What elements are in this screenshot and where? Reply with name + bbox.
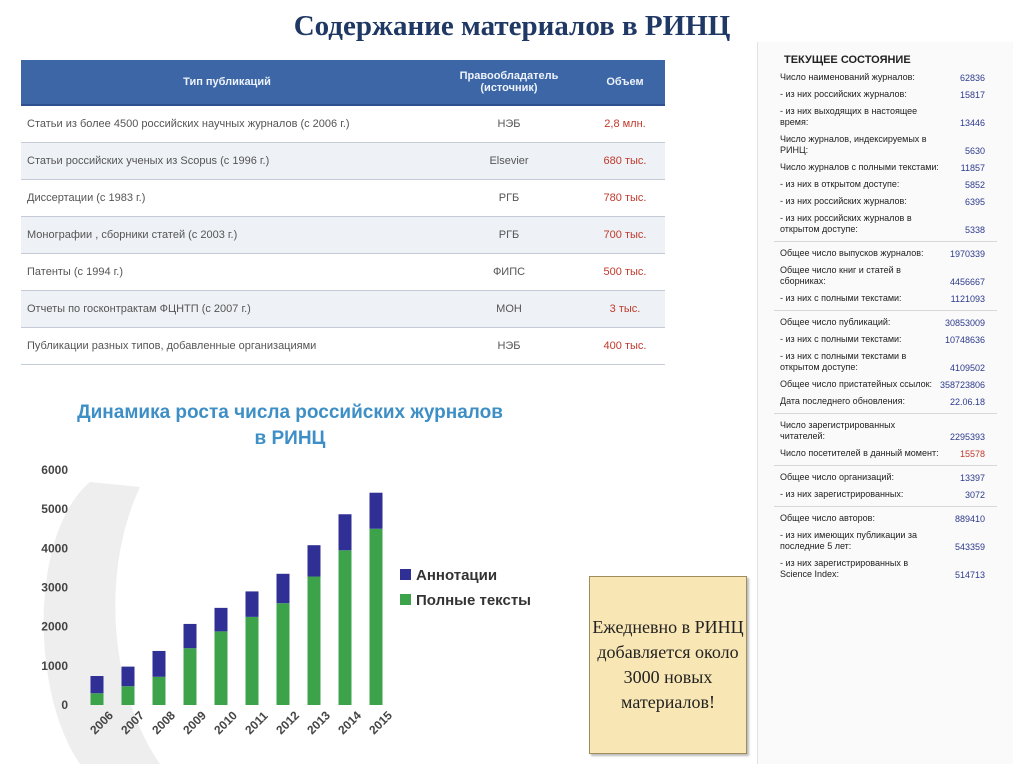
stat-row (758, 265, 1013, 287)
stat-value: 13446 (959, 118, 985, 128)
stat-value: 4456667 (949, 277, 985, 287)
row-volume: 700 тыс. (585, 217, 665, 254)
stat-value: 6395 (964, 197, 985, 207)
publications-table (21, 60, 665, 365)
stat-label: - из них зарегистрированных: (780, 489, 904, 499)
stat-row (758, 351, 1013, 373)
stat-row (758, 558, 1013, 580)
bar-annotations-2014 (339, 514, 352, 550)
stat-row (758, 513, 1013, 524)
stats-separator (774, 413, 997, 414)
legend-label-annotations: Аннотации (416, 567, 498, 584)
legend-label-fulltext: Полные тексты (416, 592, 531, 609)
stat-label: Общее число выпусков журналов: (780, 248, 924, 258)
bar-annotations-2013 (308, 545, 321, 576)
y-tick-label: 1000 (41, 658, 68, 673)
x-tick-label: 2011 (242, 708, 271, 738)
stat-value: 5630 (964, 146, 985, 156)
y-tick-label: 0 (61, 698, 68, 712)
x-tick-label: 2015 (366, 708, 396, 738)
bar-annotations-2009 (184, 624, 197, 648)
x-tick-label: 2013 (304, 708, 334, 738)
stat-label: - из них выходящих в настоящее время: (780, 106, 918, 127)
stat-row (758, 196, 1013, 207)
stat-label: Общее число пристатейных ссылок: (780, 379, 933, 389)
row-source: ФИПС (433, 254, 585, 291)
stat-row (758, 89, 1013, 100)
x-tick-label: 2007 (118, 708, 148, 738)
bar-annotations-2006 (91, 676, 104, 693)
bar-fulltext-2015 (370, 529, 383, 705)
stat-row (758, 379, 1013, 390)
stat-label: - из них имеющих публикации за последние 5 лет: (780, 530, 918, 551)
y-tick-label: 5000 (41, 502, 68, 517)
bar-annotations-2010 (215, 608, 228, 632)
row-type: Публикации разных типов, добавленные организациями (21, 328, 433, 365)
stat-value: 2295393 (949, 432, 985, 442)
stat-label: - из них с полными текстами: (780, 334, 902, 344)
header-source: Правообладатель (источник) (433, 60, 585, 105)
table-row (21, 328, 665, 365)
stat-value: 10748636 (944, 335, 985, 345)
stat-label: Общее число организаций: (780, 472, 894, 482)
stat-value: 5338 (964, 225, 985, 235)
stat-row (758, 213, 1013, 235)
row-source: РГБ (433, 180, 585, 217)
stat-label: - из них с полными текстами в открытом доступе: (780, 351, 907, 372)
stat-row (758, 489, 1013, 500)
stat-row (758, 72, 1013, 83)
stat-label: Общее число публикаций: (780, 317, 891, 327)
legend-swatch-fulltext (400, 594, 411, 605)
bar-annotations-2015 (370, 493, 383, 529)
stat-label: - из них в открытом доступе: (780, 179, 900, 189)
stat-value: 4109502 (949, 363, 985, 373)
stat-row (758, 106, 1013, 128)
stat-value: 30853009 (944, 318, 985, 328)
stat-label: Число журналов, индексируемых в РИНЦ: (780, 134, 927, 155)
row-volume: 2,8 млн. (585, 105, 665, 143)
row-volume: 3 тыс. (585, 291, 665, 328)
stats-separator (774, 506, 997, 507)
table-row (21, 143, 665, 180)
row-volume: 400 тыс. (585, 328, 665, 365)
row-type: Патенты (с 1994 г.) (21, 254, 433, 291)
stat-label: Общее число книг и статей в сборниках: (780, 265, 901, 286)
row-source: Elsevier (433, 143, 585, 180)
bar-fulltext-2011 (246, 617, 259, 705)
row-type: Монографии , сборники статей (с 2003 г.) (21, 217, 433, 254)
header-type: Тип публикаций (21, 60, 433, 105)
row-source: РГБ (433, 217, 585, 254)
bar-annotations-2008 (153, 651, 166, 677)
x-tick-label: 2010 (211, 708, 241, 738)
stat-row (758, 134, 1013, 156)
stat-row (758, 162, 1013, 173)
y-tick-label: 4000 (41, 541, 68, 556)
stat-label: Дата последнего обновления: (780, 396, 906, 406)
stat-row (758, 530, 1013, 552)
y-tick-label: 3000 (41, 580, 68, 595)
stat-row (758, 179, 1013, 190)
stat-row (758, 293, 1013, 304)
current-status-panel (757, 42, 1013, 764)
stats-groups (758, 72, 1013, 580)
x-tick-label: 2008 (149, 708, 179, 738)
chart-title-line1: Динамика роста числа российских журналов (77, 402, 503, 423)
chart-canvas (20, 392, 580, 764)
row-type: Диссертации (с 1983 г.) (21, 180, 433, 217)
row-volume: 680 тыс. (585, 143, 665, 180)
stat-label: - из них российских журналов: (780, 89, 907, 99)
legend-swatch-annotations (400, 569, 411, 580)
table-header-row (21, 60, 665, 105)
stat-value: 3072 (964, 490, 985, 500)
table-row (21, 291, 665, 328)
stat-row (758, 420, 1013, 442)
stat-label: - из них российских журналов в открытом доступе: (780, 213, 912, 234)
bar-fulltext-2008 (153, 677, 166, 705)
stat-label: Число зарегистрированных читателей: (780, 420, 896, 441)
bar-fulltext-2014 (339, 550, 352, 705)
stat-value: 889410 (954, 514, 985, 524)
stat-value: 1121093 (950, 294, 985, 304)
stat-value: 62836 (959, 73, 985, 83)
stat-label: Число наименований журналов: (780, 72, 915, 82)
header-volume: Объем (585, 60, 665, 105)
stats-separator (774, 465, 997, 466)
y-tick-label: 6000 (41, 463, 68, 477)
x-tick-label: 2006 (87, 708, 117, 738)
stat-value: 15817 (959, 90, 985, 100)
row-type: Статьи из более 4500 российских научных журналов (с 2006 г.) (21, 105, 433, 143)
stat-value: 5852 (964, 180, 985, 190)
table-row (21, 254, 665, 291)
stat-value: 15578 (959, 449, 985, 459)
stat-label: Число посетителей в данный момент: (780, 448, 939, 458)
row-source: НЭБ (433, 328, 585, 365)
stat-value: 543359 (954, 542, 985, 552)
bar-fulltext-2013 (308, 577, 321, 705)
table-row (21, 105, 665, 143)
stat-label: Общее число авторов: (780, 513, 875, 523)
stat-label: - из них зарегистрированных в Science Index: (780, 558, 909, 579)
bar-fulltext-2010 (215, 631, 228, 705)
row-type: Отчеты по госконтрактам ФЦНТП (с 2007 г.) (21, 291, 433, 328)
daily-additions-callout (589, 576, 747, 754)
row-type: Статьи российских ученых из Scopus (с 1996 г.) (21, 143, 433, 180)
row-volume: 780 тыс. (585, 180, 665, 217)
stat-row (758, 396, 1013, 407)
bar-fulltext-2009 (184, 648, 197, 705)
stat-row (758, 317, 1013, 328)
stat-row (758, 248, 1013, 259)
chart-title-line2: в РИНЦ (254, 428, 326, 449)
row-source: МОН (433, 291, 585, 328)
x-tick-label: 2012 (273, 708, 303, 738)
callout-text: Ежедневно в РИНЦ добавляется около 3000 новых материалов! (592, 617, 744, 712)
chart-legend (400, 567, 531, 609)
stat-row (758, 334, 1013, 345)
y-tick-label: 2000 (41, 619, 68, 634)
stats-separator (774, 241, 997, 242)
bar-annotations-2012 (277, 574, 290, 603)
bar-fulltext-2012 (277, 603, 290, 705)
stat-value: 13397 (959, 473, 985, 483)
stat-value: 358723806 (939, 380, 985, 390)
stats-title: ТЕКУЩЕЕ СОСТОЯНИЕ (784, 54, 911, 66)
stat-label: - из них российских журналов: (780, 196, 907, 206)
bar-annotations-2011 (246, 591, 259, 616)
row-volume: 500 тыс. (585, 254, 665, 291)
stat-label: Число журналов с полными текстами: (780, 162, 939, 172)
x-tick-label: 2009 (180, 708, 210, 738)
row-source: НЭБ (433, 105, 585, 143)
bar-fulltext-2007 (122, 686, 135, 705)
stats-separator (774, 310, 997, 311)
stat-row (758, 472, 1013, 483)
stat-row (758, 448, 1013, 459)
stat-value: 1970339 (949, 249, 985, 259)
stat-value: 22.06.18 (949, 397, 985, 407)
stat-value: 11857 (960, 163, 985, 173)
stat-value: 514713 (954, 570, 985, 580)
table-row (21, 217, 665, 254)
bar-fulltext-2006 (91, 693, 104, 705)
stat-label: - из них с полными текстами: (780, 293, 902, 303)
x-tick-label: 2014 (335, 708, 365, 738)
journals-growth-chart (20, 392, 580, 764)
bar-annotations-2007 (122, 667, 135, 687)
slide-title: Содержание материалов в РИНЦ (293, 10, 731, 42)
table-row (21, 180, 665, 217)
